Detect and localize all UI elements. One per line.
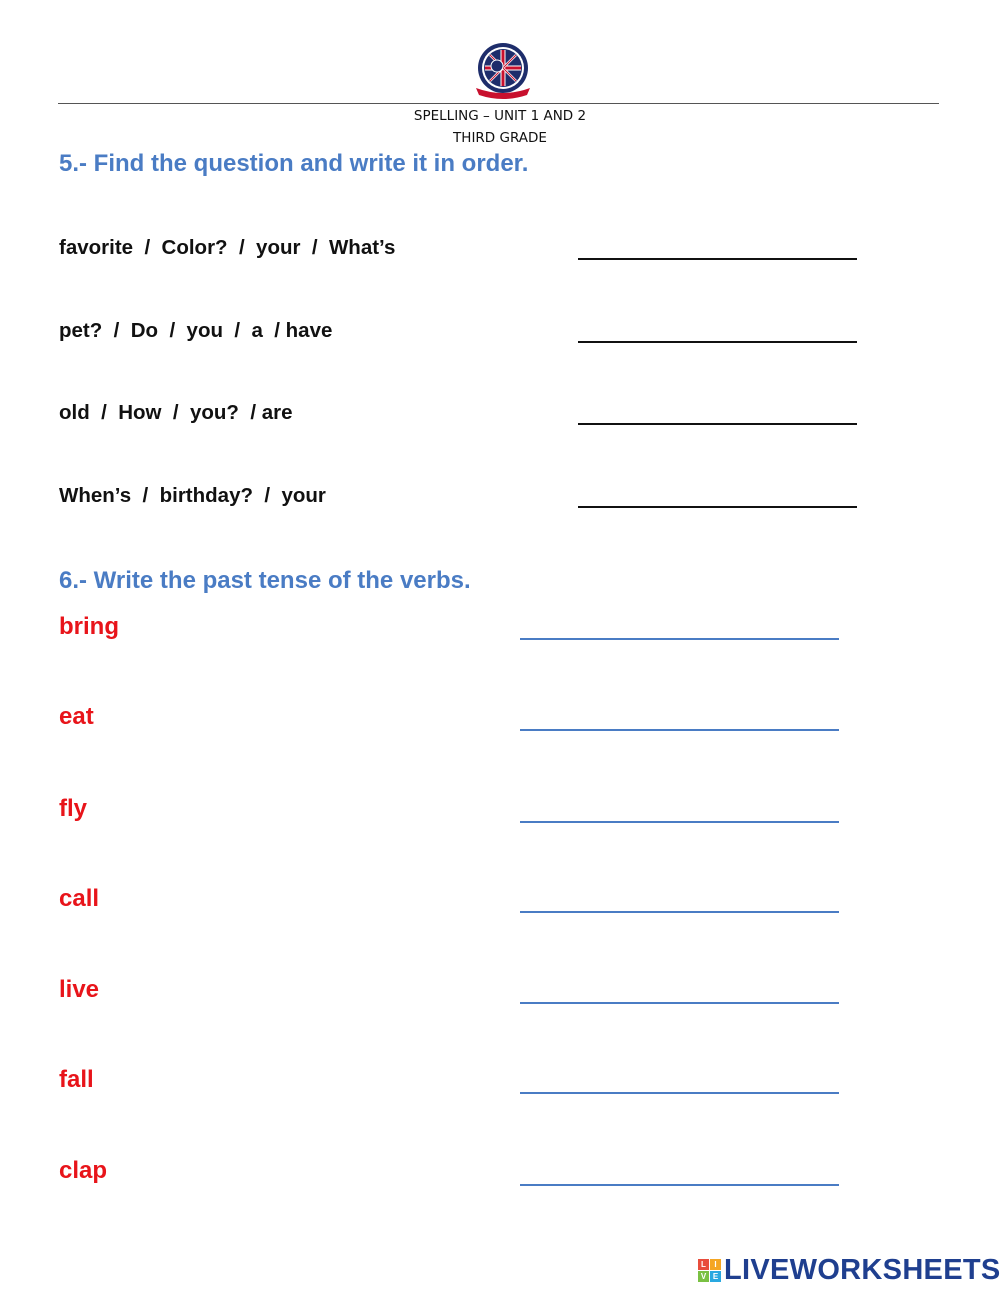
section-5-heading: 5.- Find the question and write it in order. [59,150,529,177]
section-6-heading: 6.- Write the past tense of the verbs. [59,567,471,594]
answer-line-4[interactable] [578,506,857,508]
verb-answer-line-5[interactable] [520,1002,839,1004]
header-divider [58,103,939,104]
question-prompt-1: favorite / Color? / your / What’s [59,236,396,259]
verb-eat: eat [59,703,94,730]
brand-blocks-icon: L I V E [698,1259,721,1282]
verb-bring: bring [59,613,119,640]
answer-line-2[interactable] [578,341,857,343]
verb-answer-line-4[interactable] [520,911,839,913]
verb-answer-line-3[interactable] [520,821,839,823]
question-prompt-4: When’s / birthday? / your [59,484,326,507]
answer-line-3[interactable] [578,423,857,425]
verb-answer-line-7[interactable] [520,1184,839,1186]
worksheet-grade: THIRD GRADE [453,130,547,146]
answer-line-1[interactable] [578,258,857,260]
question-prompt-2: pet? / Do / you / a / have [59,319,333,342]
verb-fall: fall [59,1066,94,1093]
question-prompt-3: old / How / you? / are [59,401,293,424]
brand-name: LIVEWORKSHEETS [724,1253,1000,1286]
verb-answer-line-1[interactable] [520,638,839,640]
verb-answer-line-6[interactable] [520,1092,839,1094]
worksheet-title: SPELLING – UNIT 1 AND 2 [413,108,587,124]
verb-answer-line-2[interactable] [520,729,839,731]
verb-call: call [59,885,100,912]
school-crest-logo [472,40,534,102]
verb-live: live [59,976,100,1003]
verb-clap: clap [59,1157,108,1184]
verb-fly: fly [59,795,88,822]
liveworksheets-brand [698,1252,1000,1288]
